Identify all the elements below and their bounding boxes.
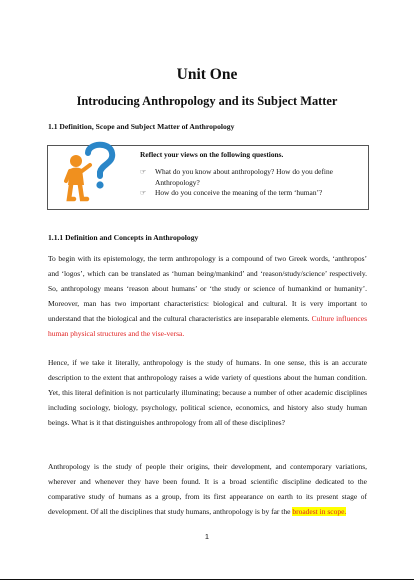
- section-heading: 1.1 Definition, Scope and Subject Matter of Anthropology: [48, 122, 235, 131]
- bottom-rule: [0, 579, 414, 580]
- reflection-heading: Reflect your views on the following questions.: [140, 150, 284, 159]
- question-mark-figure-icon: [58, 139, 120, 207]
- pointing-hand-icon: ☞: [140, 168, 147, 176]
- chapter-title: Introducing Anthropology and its Subject Matter: [76, 94, 338, 108]
- emphasis-red-text: Culture influences human physical structures and the vise-versa.: [48, 314, 367, 339]
- reflection-box: [47, 145, 369, 210]
- pointing-hand-icon: ☞: [140, 189, 147, 197]
- paragraph-definition: To begin with its epistemology, the term anthropology is a compound of two Greek words, ‘anthropos’ and ‘logos’, which can be translated as ‘human being/mankind’ and ‘reason/study/science’ respectively. So, anthropology means ‘reason about humans’ or ‘the study or science of humankind or humanity’. Moreover, man has two important characteristics: biological and cultural. It is very important to understand that the biological and the cultural characteristics are inseparable elements. Culture influences human physical structures and the vise-versa.: [48, 254, 367, 339]
- unit-title: Unit One: [176, 66, 238, 83]
- paragraph-literal-meaning: Hence, if we take it literally, anthropology is the study of humans. In one sense, this is an accurate description to the extent that anthropology raises a wide variety of questions about the human condition. Yet, this literal definition is not particularly illuminating; because a number of other academic disciplines including sociology, biology, psychology, political science, economics, and history also study human beings. What is it that distinguishes anthropology from all of these disciplines?: [48, 358, 367, 428]
- reflection-question: ☞ What do you know about anthropology? How do you define Anthropology?: [140, 167, 333, 187]
- subsection-heading: 1.1.1 Definition and Concepts in Anthropology: [48, 233, 199, 242]
- page-number: 1: [204, 532, 210, 541]
- paragraph-scope: Anthropology is the study of people their origins, their development, and contemporary variations, wherever and whenever they have been found. It is a broad scientific discipline dedicated to the comparative study of humans as a group, from its first appearance on earth to its present stage of development. Of all the disciplines that study humans, anthropology is by far the broadest in scope.: [48, 462, 367, 517]
- highlighted-text: broadest in scope.: [292, 507, 347, 517]
- reflection-question: ☞ How do you conceive the meaning of the term ‘human’?: [140, 188, 323, 197]
